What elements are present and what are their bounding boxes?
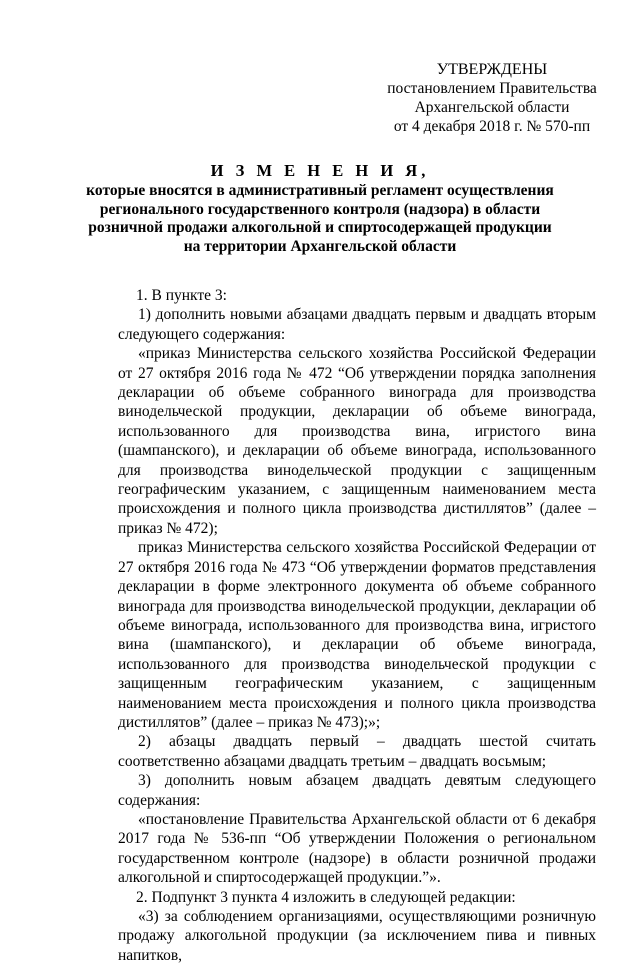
approval-line: постановлением Правительства — [387, 80, 597, 97]
paragraph: «постановление Правительства Архангельской области от 6 декабря 2017 года № 536-пп “Об утверждении Положения о региональном государственном контроле (надзоре) в области розничной продажи алкогольной и спиртосодержащей продукции.”». — [118, 810, 596, 887]
paragraph: «приказ Министерства сельского хозяйства Российской Федерации от 27 октября 2016 года № 472 “Об утверждении порядка заполнения декларации об объеме собранного винограда для производства винодельческой продукции, декларации об объеме винограда, использованного для производства вина, игристого вина (шампанского), и декларации об объеме винограда, использованного для производства винодельческой продукции с защищенным географическим указанием, с защищенным наименованием места происхождения и полного цикла производства дистиллятов” (далее – приказ № 472); — [118, 345, 596, 537]
paragraph: 1. В пункте 3: — [136, 287, 227, 304]
paragraph: «3) за соблюдением организациями, осуществляющими розничную продажу алкогольной продукции (за исключением пива и пивных напитков, — [118, 908, 596, 964]
paragraph: 1) дополнить новыми абзацами двадцать первым и двадцать вторым следующего содержания: — [118, 306, 596, 343]
approval-line: Архангельской области — [414, 99, 570, 116]
approval-stamp — [372, 60, 612, 136]
title-line: которые вносятся в административный регламент осуществления — [86, 182, 554, 199]
paragraph: 2. Подпункт 3 пункта 4 изложить в следующей редакции: — [136, 888, 516, 906]
title-line: регионального государственного контроля (надзора) в области — [99, 200, 541, 218]
paragraph: приказ Министерства сельского хозяйства Российской Федерации от 27 октября 2016 года № 473 “Об утверждении форматов представления декларации в форме электронного документа об объеме собранного винограда для производства винодельческой продукции, декларации об объеме винограда, использованного для производства вина, игристого вина (шампанского), и декларации об объеме винограда, использованного для производства винодельческой продукции с защищенным географическим указанием, с защищенным наименованием места происхождения и полного цикла производства дистиллятов” (далее – приказ № 473);»; — [118, 539, 596, 731]
paragraph: 3) дополнить новым абзацем двадцать девятым следующего содержания: — [118, 772, 596, 809]
document-title — [60, 160, 580, 256]
title-main: И З М Е Н Е Н И Я, — [210, 161, 430, 180]
approval-line: от 4 декабря 2018 г. № 570-пп — [393, 118, 591, 135]
title-line: розничной продажи алкогольной и спиртосодержащей продукции — [88, 219, 552, 237]
title-line: на территории Архангельской области — [183, 237, 457, 255]
document-body — [118, 286, 596, 965]
paragraph: 2) абзацы двадцать первый – двадцать шестой считать соответственно абзацами двадцать третьим – двадцать восьмым; — [118, 733, 596, 770]
approval-status: УТВЕРЖДЕНЫ — [436, 61, 548, 78]
